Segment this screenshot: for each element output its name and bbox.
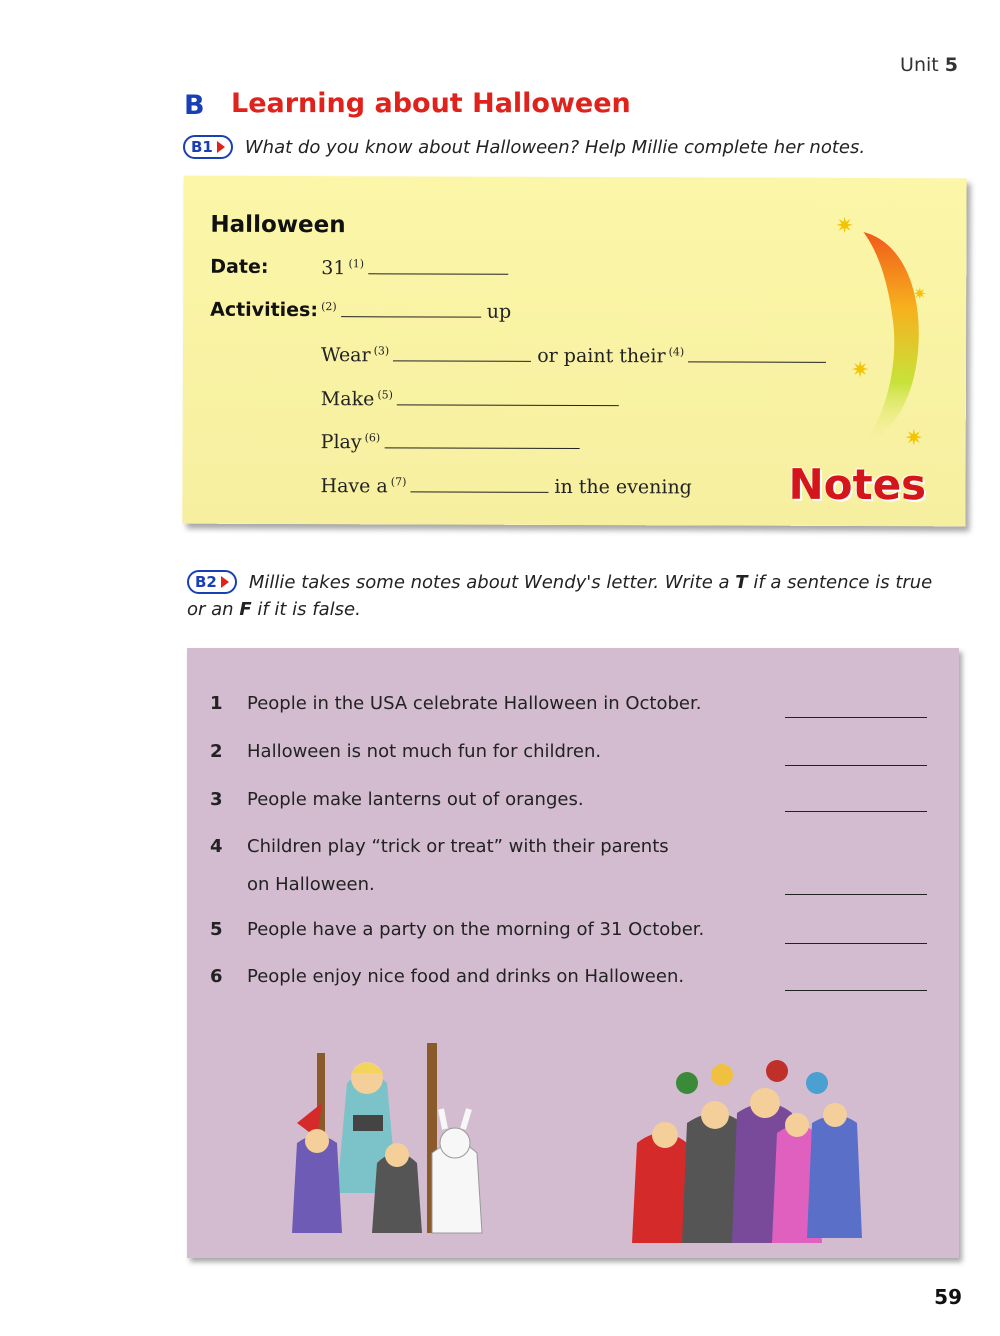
b2-instruction-line-1: Millie takes some notes about Wendy's letter. Write a T if a sentence is true: [248, 571, 933, 593]
activity-line-3: Make $^{(5)}$: [321, 386, 619, 411]
answer-blank[interactable]: [785, 811, 927, 812]
answer-blank[interactable]: [785, 943, 927, 944]
blank-2[interactable]: [341, 298, 481, 317]
play-arrow-icon: [217, 141, 225, 153]
section-letter: B: [184, 90, 205, 121]
activity-line-2: Wear $^{(3)}$ or paint their $^{(4)}$: [321, 342, 826, 368]
date-line: 31 $^{(1)}$: [321, 255, 508, 280]
blank-7[interactable]: [410, 473, 548, 492]
statement-text: People in the USA celebrate Halloween in October.: [247, 693, 702, 714]
b1-instruction-row: [183, 135, 865, 159]
statement-number: 3: [210, 789, 223, 810]
statement-text: Children play “trick or treat” with their parents: [247, 836, 669, 857]
notes-title: Halloween: [210, 211, 346, 239]
statement-text: People have a party on the morning of 31 October.: [247, 919, 705, 940]
statement-text-continued: on Halloween.: [247, 874, 375, 895]
statement-text: People make lanterns out of oranges.: [247, 789, 584, 810]
statement-text: People enjoy nice food and drinks on Halloween.: [247, 966, 685, 987]
sparkle-icon: ✷: [913, 284, 927, 304]
activity-line-4: Play $^{(6)}$: [321, 429, 580, 454]
statements-card: [187, 648, 959, 1258]
b2-instruction-line-2: or an F if it is false.: [187, 599, 361, 620]
blank-5[interactable]: [397, 386, 619, 406]
statement-number: 2: [210, 741, 223, 762]
activities-label: Activities:: [210, 298, 319, 322]
sparkle-icon: ✷: [850, 357, 870, 384]
blank-4[interactable]: [688, 343, 826, 362]
b1-instruction: What do you know about Halloween? Help Millie complete her notes.: [244, 136, 866, 158]
costumed-children-illustration: [627, 1053, 867, 1248]
answer-blank[interactable]: [785, 717, 927, 718]
b2-badge: B2: [187, 570, 237, 594]
statement-number: 4: [210, 836, 223, 857]
section-title: Learning about Halloween: [231, 88, 631, 119]
activity-line-5: Have a $^{(7)}$ in the evening: [320, 475, 692, 499]
play-arrow-icon: [221, 576, 229, 588]
answer-blank[interactable]: [785, 990, 927, 991]
notes-card: [182, 176, 966, 527]
answer-blank[interactable]: [785, 894, 927, 895]
blank-1[interactable]: [368, 255, 508, 274]
page-number: 59: [934, 1285, 962, 1309]
unit-label: Unit 5: [900, 54, 958, 76]
trick-or-treat-illustration: [287, 1043, 507, 1243]
blank-3[interactable]: [393, 342, 531, 361]
statement-number: 5: [210, 919, 223, 940]
blank-6[interactable]: [384, 429, 579, 449]
flame-streak-decoration: [843, 222, 934, 452]
statement-text: Halloween is not much fun for children.: [247, 741, 602, 762]
statement-number: 1: [210, 693, 223, 714]
b1-badge: B1: [183, 135, 233, 159]
statement-number: 6: [210, 966, 223, 987]
date-label: Date:: [210, 255, 269, 278]
notes-sticker: Notes: [788, 459, 927, 510]
b2-instruction-row: [187, 570, 932, 594]
sparkle-icon: ✷: [835, 213, 854, 239]
answer-blank[interactable]: [785, 765, 927, 766]
activity-line-1: $^{(2)}$ up: [321, 299, 512, 323]
sparkle-icon: ✷: [904, 426, 924, 452]
